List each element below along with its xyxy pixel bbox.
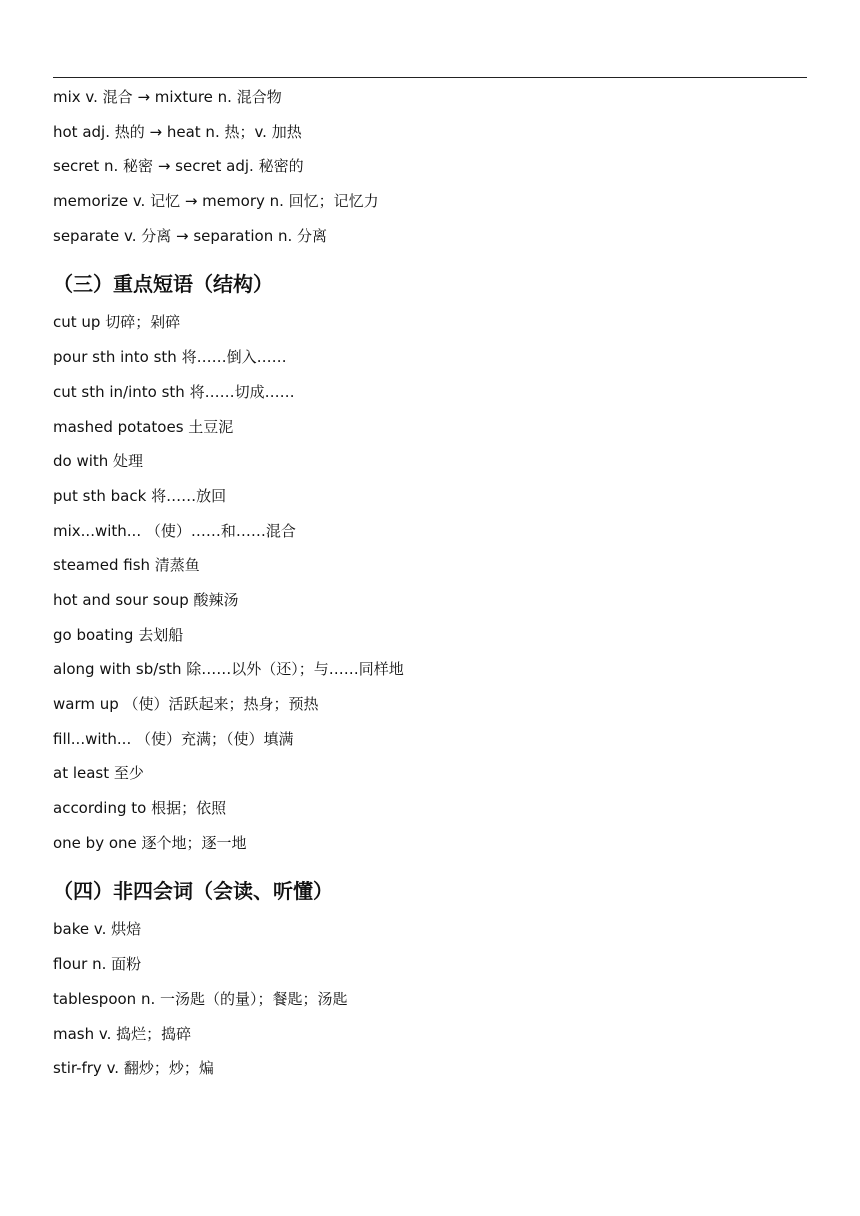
phrase-entry: one by one 逐个地；逐一地 bbox=[53, 833, 247, 852]
phrase-entry: go boating 去划船 bbox=[53, 625, 184, 644]
word-form-entry: memorize v. 记忆 → memory n. 回忆；记忆力 bbox=[53, 192, 379, 211]
phrase-entry: cut up 切碎；剁碎 bbox=[53, 313, 181, 332]
phrase-entry: cut sth in/into sth 将……切成…… bbox=[53, 382, 295, 401]
vocab-entry: bake v. 烘焙 bbox=[53, 920, 142, 939]
word-form-entry: separate v. 分离 → separation n. 分离 bbox=[53, 226, 328, 245]
phrase-entry: hot and sour soup 酸辣汤 bbox=[53, 590, 239, 609]
word-form-entry: secret n. 秘密 → secret adj. 秘密的 bbox=[53, 157, 304, 176]
phrase-entry: put sth back 将……放回 bbox=[53, 486, 227, 505]
document-content bbox=[53, 84, 807, 1090]
phrase-entry: steamed fish 清蒸鱼 bbox=[53, 556, 200, 575]
section-heading-non-core-words: （四）非四会词（会读、听懂） bbox=[53, 879, 333, 904]
vocab-entry: stir-fry v. 翻炒；炒；煸 bbox=[53, 1059, 214, 1078]
phrase-entry: fill...with... （使）充满；（使）填满 bbox=[53, 729, 294, 748]
word-form-entry: hot adj. 热的 → heat n. 热；v. 加热 bbox=[53, 122, 302, 141]
vocab-entry: tablespoon n. 一汤匙（的量）；餐匙；汤匙 bbox=[53, 989, 348, 1008]
phrase-entry: do with 处理 bbox=[53, 452, 144, 471]
phrase-entry: along with sb/sth 除……以外（还）；与……同样地 bbox=[53, 660, 404, 679]
phrase-entry: mashed potatoes 土豆泥 bbox=[53, 417, 234, 436]
phrase-entry: according to 根据；依照 bbox=[53, 799, 227, 818]
phrase-entry: warm up （使）活跃起来；热身；预热 bbox=[53, 695, 319, 713]
top-divider bbox=[53, 77, 807, 78]
vocab-entry: flour n. 面粉 bbox=[53, 955, 142, 974]
phrase-entry: mix...with... （使）……和……混合 bbox=[53, 521, 296, 540]
phrase-entry: pour sth into sth 将……倒入…… bbox=[53, 348, 287, 367]
word-form-entry: mix v. 混合 → mixture n. 混合物 bbox=[53, 88, 282, 106]
vocab-entry: mash v. 捣烂；捣碎 bbox=[53, 1024, 192, 1043]
section-heading-key-phrases: （三）重点短语（结构） bbox=[53, 272, 273, 297]
phrase-entry: at least 至少 bbox=[53, 764, 144, 783]
